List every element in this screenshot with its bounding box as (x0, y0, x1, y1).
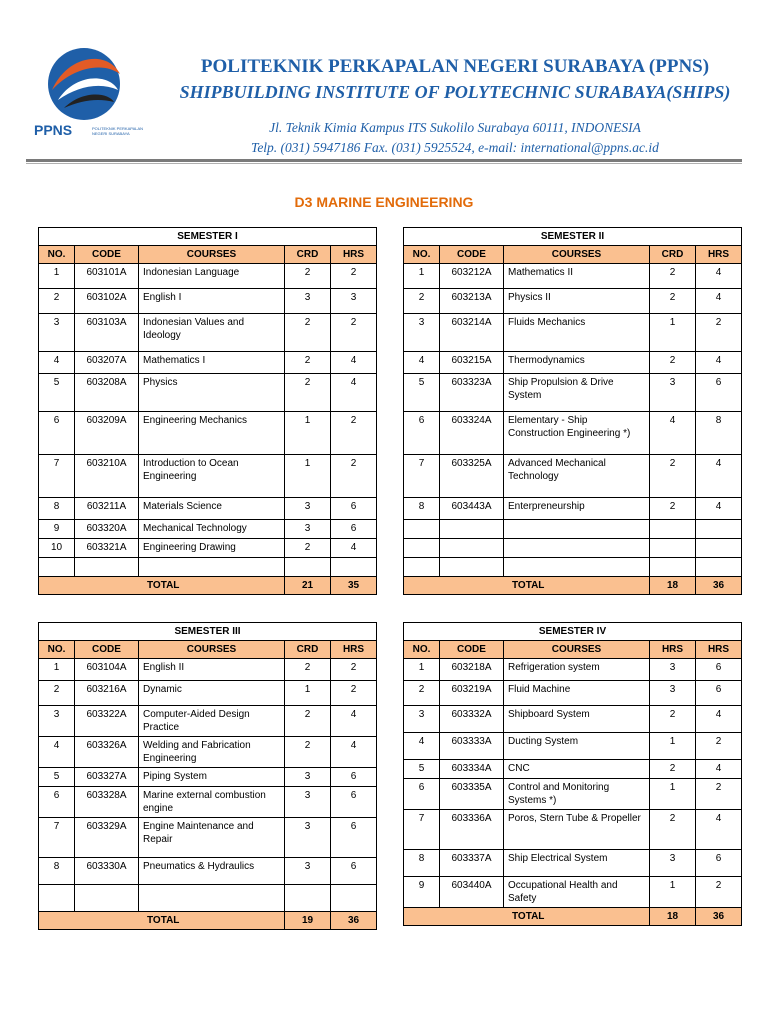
column-header: NO. (404, 641, 440, 659)
course-name: CNC (504, 760, 650, 779)
course-code (440, 558, 504, 577)
course-name: Thermodynamics (504, 352, 650, 374)
table-row (39, 885, 377, 912)
semester-table (403, 227, 742, 595)
course-code: 603322A (75, 706, 139, 737)
table-row (404, 681, 742, 706)
course-name: Introduction to Ocean Engineering (139, 455, 285, 498)
course-number: 8 (404, 850, 440, 877)
course-credits: 2 (285, 374, 331, 412)
course-hours: 6 (331, 498, 377, 520)
course-hours: 2 (331, 314, 377, 352)
course-hours: 2 (696, 877, 742, 908)
course-hours: 6 (331, 768, 377, 787)
course-name: Fluids Mechanics (504, 314, 650, 352)
course-number: 1 (404, 264, 440, 289)
course-name: Ship Electrical System (504, 850, 650, 877)
column-header: HRS (696, 246, 742, 264)
table-row (39, 737, 377, 768)
course-hours: 8 (696, 412, 742, 455)
course-credits: 3 (285, 768, 331, 787)
table-row (39, 659, 377, 681)
total-label: TOTAL (404, 908, 650, 926)
course-number: 4 (39, 352, 75, 374)
semester-title: SEMESTER IV (404, 623, 742, 641)
course-credits: 2 (650, 352, 696, 374)
table-row (404, 289, 742, 314)
course-number: 6 (404, 779, 440, 810)
course-number: 4 (39, 737, 75, 768)
course-code: 603219A (440, 681, 504, 706)
course-credits: 2 (285, 659, 331, 681)
course-name: Physics (139, 374, 285, 412)
course-name: Piping System (139, 768, 285, 787)
course-number (404, 520, 440, 539)
course-number: 7 (404, 810, 440, 850)
course-hours: 6 (331, 818, 377, 858)
course-code: 603214A (440, 314, 504, 352)
course-number: 9 (404, 877, 440, 908)
course-credits: 3 (285, 787, 331, 818)
course-credits: 1 (285, 412, 331, 455)
course-credits: 2 (650, 760, 696, 779)
course-credits: 3 (650, 374, 696, 412)
course-number: 3 (39, 706, 75, 737)
course-name: Marine external combustion engine (139, 787, 285, 818)
course-name: Indonesian Values and Ideology (139, 314, 285, 352)
course-credits: 2 (650, 264, 696, 289)
course-code: 603208A (75, 374, 139, 412)
course-credits: 4 (650, 412, 696, 455)
course-number: 5 (404, 760, 440, 779)
total-hours: 36 (331, 912, 377, 930)
course-hours: 4 (696, 264, 742, 289)
course-number (39, 558, 75, 577)
course-code: 603337A (440, 850, 504, 877)
table-row (39, 498, 377, 520)
course-code: 603102A (75, 289, 139, 314)
course-credits (285, 885, 331, 912)
course-number: 6 (39, 787, 75, 818)
table-row (39, 314, 377, 352)
course-name: Pneumatics & Hydraulics (139, 858, 285, 885)
column-header: HRS (331, 246, 377, 264)
course-code: 603326A (75, 737, 139, 768)
course-number: 3 (404, 314, 440, 352)
course-name (139, 558, 285, 577)
total-credits: 18 (650, 908, 696, 926)
course-hours: 2 (331, 455, 377, 498)
course-name: Fluid Machine (504, 681, 650, 706)
course-code: 603211A (75, 498, 139, 520)
total-row (39, 577, 377, 595)
course-number: 9 (39, 520, 75, 539)
course-credits: 3 (285, 520, 331, 539)
course-credits: 2 (285, 352, 331, 374)
course-code: 603104A (75, 659, 139, 681)
course-number: 8 (39, 858, 75, 885)
column-header: CRD (650, 246, 696, 264)
course-number: 6 (39, 412, 75, 455)
table-row (404, 498, 742, 520)
column-header: CRD (285, 246, 331, 264)
course-credits: 3 (285, 818, 331, 858)
course-name: Control and Monitoring Systems *) (504, 779, 650, 810)
column-header: HRS (331, 641, 377, 659)
total-hours: 36 (696, 577, 742, 595)
course-name: English I (139, 289, 285, 314)
course-code: 603328A (75, 787, 139, 818)
header-divider-thin (26, 163, 742, 164)
course-code: 603320A (75, 520, 139, 539)
course-hours: 4 (696, 706, 742, 733)
table-row (404, 877, 742, 908)
course-number: 1 (39, 264, 75, 289)
course-hours: 2 (696, 779, 742, 810)
semester-title: SEMESTER II (404, 228, 742, 246)
column-header: NO. (404, 246, 440, 264)
table-row (39, 858, 377, 885)
table-row (404, 352, 742, 374)
course-name (139, 885, 285, 912)
address-line: Jl. Teknik Kimia Kampus ITS Sukolilo Surabaya 60111, INDONESIA (269, 120, 641, 135)
table-row (39, 352, 377, 374)
course-code: 603333A (440, 733, 504, 760)
total-label: TOTAL (39, 577, 285, 595)
course-number (404, 558, 440, 577)
course-name: Dynamic (139, 681, 285, 706)
course-hours: 4 (696, 289, 742, 314)
table-row (39, 706, 377, 737)
course-credits (650, 539, 696, 558)
logo-wordmark: PPNS (34, 122, 73, 138)
course-hours: 2 (331, 264, 377, 289)
course-name: Engineering Mechanics (139, 412, 285, 455)
course-code: 603330A (75, 858, 139, 885)
course-name: Computer-Aided Design Practice (139, 706, 285, 737)
course-credits: 2 (285, 264, 331, 289)
course-code: 603210A (75, 455, 139, 498)
course-code: 603215A (440, 352, 504, 374)
table-row (404, 659, 742, 681)
total-credits: 21 (285, 577, 331, 595)
course-hours: 6 (696, 374, 742, 412)
institution-title: POLITEKNIK PERKAPALAN NEGERI SURABAYA (PPNS) (200, 56, 710, 77)
course-name: Indonesian Language (139, 264, 285, 289)
course-name: Enterpreneurship (504, 498, 650, 520)
course-credits: 1 (650, 779, 696, 810)
course-number: 3 (404, 706, 440, 733)
course-name: Ship Propulsion & Drive System (504, 374, 650, 412)
course-number: 1 (39, 659, 75, 681)
column-header: COURSES (504, 641, 650, 659)
course-code: 603212A (440, 264, 504, 289)
column-header: NO. (39, 641, 75, 659)
course-name: Advanced Mechanical Technology (504, 455, 650, 498)
course-credits: 2 (650, 810, 696, 850)
course-name (504, 539, 650, 558)
header-divider (26, 159, 742, 162)
total-label: TOTAL (404, 577, 650, 595)
course-hours (696, 520, 742, 539)
course-credits: 1 (285, 681, 331, 706)
course-number: 2 (39, 681, 75, 706)
course-credits: 1 (650, 877, 696, 908)
course-hours (696, 539, 742, 558)
course-credits: 1 (650, 314, 696, 352)
course-credits: 3 (650, 659, 696, 681)
course-credits: 3 (285, 498, 331, 520)
table-row (404, 733, 742, 760)
table-row (39, 818, 377, 858)
course-name: Refrigeration system (504, 659, 650, 681)
table-row (404, 706, 742, 733)
course-credits: 3 (650, 681, 696, 706)
column-header: HRS (696, 641, 742, 659)
table-row (404, 412, 742, 455)
column-header: HRS (650, 641, 696, 659)
table-row (404, 760, 742, 779)
table-row (404, 779, 742, 810)
total-hours: 36 (696, 908, 742, 926)
ppns-emblem-icon (38, 44, 130, 124)
table-row (39, 787, 377, 818)
course-name (504, 558, 650, 577)
course-credits: 2 (650, 498, 696, 520)
course-number: 2 (39, 289, 75, 314)
course-hours: 4 (331, 539, 377, 558)
course-name: Mathematics I (139, 352, 285, 374)
course-number: 4 (404, 352, 440, 374)
total-row (404, 908, 742, 926)
course-hours: 4 (696, 810, 742, 850)
table-row (39, 264, 377, 289)
course-credits: 2 (650, 455, 696, 498)
course-credits: 2 (285, 539, 331, 558)
table-row (39, 412, 377, 455)
course-number: 4 (404, 733, 440, 760)
total-credits: 18 (650, 577, 696, 595)
course-name: English II (139, 659, 285, 681)
course-hours: 3 (331, 289, 377, 314)
column-header: CODE (75, 641, 139, 659)
table-row (404, 810, 742, 850)
course-code (440, 539, 504, 558)
course-number: 2 (404, 681, 440, 706)
logo-subtext: POLITEKNIK PERKAPALAN NEGERI SURABAYA (92, 126, 144, 136)
course-credits: 3 (285, 289, 331, 314)
institution-address-block (170, 118, 740, 158)
course-hours: 6 (696, 850, 742, 877)
course-hours: 4 (331, 352, 377, 374)
course-hours: 4 (696, 498, 742, 520)
course-name: Physics II (504, 289, 650, 314)
course-code: 603335A (440, 779, 504, 810)
course-name: Mathematics II (504, 264, 650, 289)
column-header: CODE (75, 246, 139, 264)
course-hours: 6 (331, 520, 377, 539)
course-number: 7 (39, 818, 75, 858)
course-code: 603334A (440, 760, 504, 779)
course-code: 603336A (440, 810, 504, 850)
course-hours (696, 558, 742, 577)
institution-subtitle: SHIPBUILDING INSTITUTE OF POLYTECHNIC SURABAYA(SHIPS) (179, 82, 731, 102)
course-hours: 4 (696, 760, 742, 779)
course-code: 603325A (440, 455, 504, 498)
course-hours: 4 (331, 706, 377, 737)
course-number (404, 539, 440, 558)
course-credits: 1 (650, 733, 696, 760)
table-row (39, 681, 377, 706)
column-header: COURSES (139, 641, 285, 659)
course-hours: 2 (331, 681, 377, 706)
total-label: TOTAL (39, 912, 285, 930)
program-title: D3 MARINE ENGINEERING (294, 194, 474, 210)
course-number: 5 (39, 768, 75, 787)
course-name: Ducting System (504, 733, 650, 760)
column-header: CODE (440, 641, 504, 659)
total-hours: 35 (331, 577, 377, 595)
semester-title: SEMESTER III (39, 623, 377, 641)
course-hours: 4 (331, 737, 377, 768)
table-row (39, 768, 377, 787)
course-name: Materials Science (139, 498, 285, 520)
course-number: 5 (39, 374, 75, 412)
course-hours: 2 (696, 733, 742, 760)
course-number: 5 (404, 374, 440, 412)
semester-table (38, 227, 377, 595)
course-hours: 2 (331, 412, 377, 455)
course-code: 603101A (75, 264, 139, 289)
table-row (39, 455, 377, 498)
course-hours: 6 (696, 681, 742, 706)
course-credits: 2 (285, 737, 331, 768)
table-row (39, 558, 377, 577)
ppns-logo (30, 44, 160, 144)
course-hours: 4 (696, 352, 742, 374)
course-code: 603209A (75, 412, 139, 455)
course-number: 8 (39, 498, 75, 520)
table-row (39, 539, 377, 558)
course-credits: 3 (650, 850, 696, 877)
course-number: 3 (39, 314, 75, 352)
column-header: COURSES (139, 246, 285, 264)
course-code (75, 558, 139, 577)
total-row (39, 912, 377, 930)
column-header: COURSES (504, 246, 650, 264)
course-name: Elementary - Ship Construction Engineering *) (504, 412, 650, 455)
semester-table (38, 622, 377, 930)
course-credits: 2 (650, 289, 696, 314)
course-number: 10 (39, 539, 75, 558)
contact-line: Telp. (031) 5947186 Fax. (031) 5925524, e-mail: international@ppns.ac.id (251, 140, 659, 155)
course-number: 6 (404, 412, 440, 455)
course-hours: 6 (331, 858, 377, 885)
course-hours: 4 (331, 374, 377, 412)
course-credits: 3 (285, 858, 331, 885)
course-credits: 2 (650, 706, 696, 733)
table-row (404, 314, 742, 352)
course-code: 603216A (75, 681, 139, 706)
table-row (404, 539, 742, 558)
course-number (39, 885, 75, 912)
course-code: 603321A (75, 539, 139, 558)
column-header: CRD (285, 641, 331, 659)
course-code: 603213A (440, 289, 504, 314)
table-row (39, 289, 377, 314)
table-row (404, 264, 742, 289)
course-credits (650, 558, 696, 577)
course-number: 7 (39, 455, 75, 498)
course-name: Engineering Drawing (139, 539, 285, 558)
course-code: 603443A (440, 498, 504, 520)
total-row (404, 577, 742, 595)
course-hours: 2 (331, 659, 377, 681)
column-header: NO. (39, 246, 75, 264)
course-name: Welding and Fabrication Engineering (139, 737, 285, 768)
column-header: CODE (440, 246, 504, 264)
course-code: 603323A (440, 374, 504, 412)
course-number: 1 (404, 659, 440, 681)
table-row (404, 850, 742, 877)
course-number: 8 (404, 498, 440, 520)
table-row (404, 455, 742, 498)
course-name (504, 520, 650, 539)
course-credits: 2 (285, 706, 331, 737)
course-name: Engine Maintenance and Repair (139, 818, 285, 858)
course-code: 603440A (440, 877, 504, 908)
course-name: Mechanical Technology (139, 520, 285, 539)
course-name: Occupational Health and Safety (504, 877, 650, 908)
course-hours (331, 558, 377, 577)
course-number: 2 (404, 289, 440, 314)
course-hours: 2 (696, 314, 742, 352)
course-code (75, 885, 139, 912)
course-code: 603332A (440, 706, 504, 733)
course-credits (285, 558, 331, 577)
course-code: 603327A (75, 768, 139, 787)
course-name: Shipboard System (504, 706, 650, 733)
semester-table (403, 622, 742, 926)
course-code: 603324A (440, 412, 504, 455)
course-code: 603103A (75, 314, 139, 352)
course-code: 603329A (75, 818, 139, 858)
course-hours: 6 (331, 787, 377, 818)
course-hours: 4 (696, 455, 742, 498)
course-credits: 2 (285, 314, 331, 352)
total-credits: 19 (285, 912, 331, 930)
course-code (440, 520, 504, 539)
semester-title: SEMESTER I (39, 228, 377, 246)
table-row (404, 558, 742, 577)
table-row (404, 374, 742, 412)
course-hours: 6 (696, 659, 742, 681)
table-row (404, 520, 742, 539)
course-hours (331, 885, 377, 912)
table-row (39, 374, 377, 412)
table-row (39, 520, 377, 539)
course-number: 7 (404, 455, 440, 498)
course-code: 603218A (440, 659, 504, 681)
course-credits (650, 520, 696, 539)
course-credits: 1 (285, 455, 331, 498)
course-code: 603207A (75, 352, 139, 374)
course-name: Poros, Stern Tube & Propeller (504, 810, 650, 850)
